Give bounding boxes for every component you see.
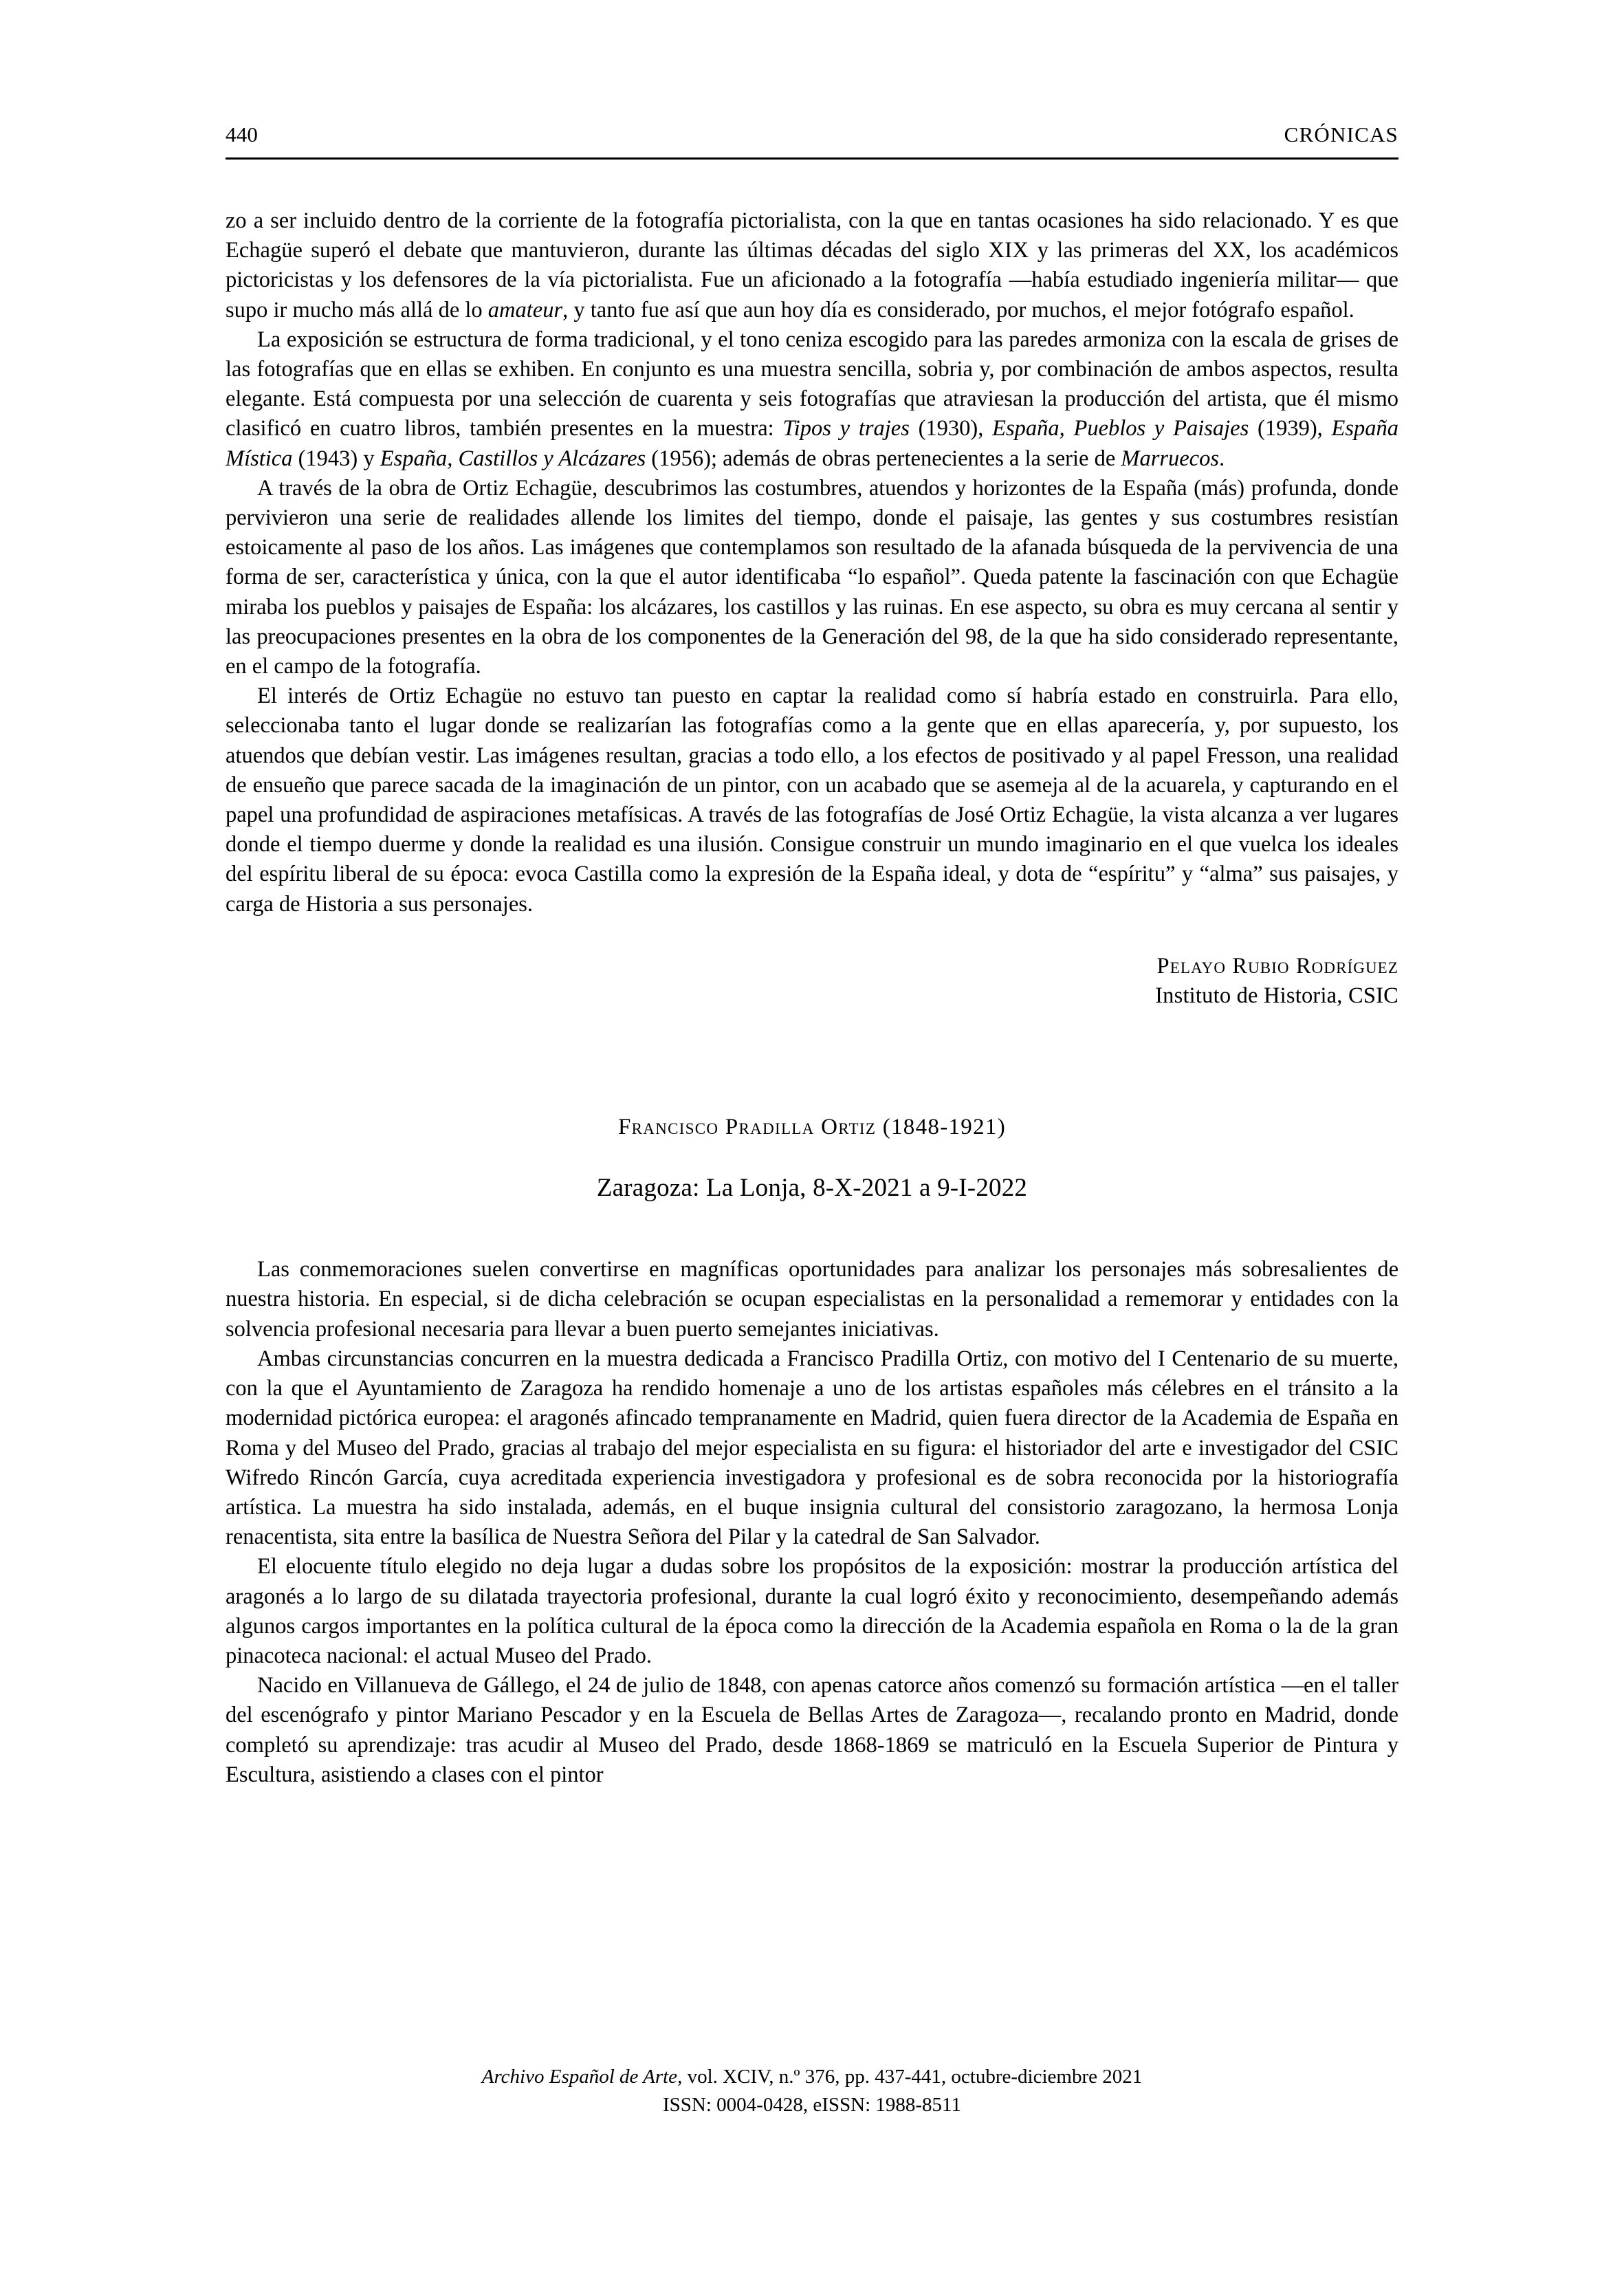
text-run: A través de la obra de Ortiz Echagüe, descubrimos las costumbres, atuendos y horizontes de la España (más) profunda, donde pervivieron una serie de realidades allende los limites del tiempo, donde el paisaje, las gentes y sus costumbres resistían estoicamente al paso de los años. Las imágenes que contemplamos son resultado de la afanada búsqueda de la pervivencia de una forma de ser, característica y única, con la que el autor identificaba “lo español”. Queda patente la fascinación con que Echagüe miraba los pueblos y paisajes de España: los alcázares, los castillos y las ruinas. En ese aspecto, su obra es muy cercana al sentir y las preocupaciones presentes en la obra de los componentes de la Generación del 98, de la que ha sido considerado representante, en el campo de la fotografía.	[226, 475, 1398, 679]
signature-author: Pelayo Rubio Rodríguez	[1156, 953, 1398, 979]
text-run: Tipos y trajes	[782, 416, 910, 441]
paragraph	[226, 206, 1398, 325]
signature-block	[226, 952, 1398, 1011]
paragraph	[226, 1344, 1398, 1552]
text-run: España, Pueblos y Paisajes	[992, 416, 1249, 441]
text-run: Ambas circunstancias concurren en la muestra dedicada a Francisco Pradilla Ortiz, con motivo del I Centenario de su muerte, con la que el Ayuntamiento de Zaragoza ha rendido homenaje a uno de los artistas españoles más célebres en el tránsito a la modernidad pictórica europea: el aragonés afincado tempranamente en Madrid, quien fuera director de la Academia de España en Roma y del Museo del Prado, gracias al trabajo del mejor especialista en su figura: el historiador del arte e investigador del CSIC Wifredo Rincón García, cuya acreditada experiencia investigadora y profesional es de sobra reconocida por la historiografía artística. La muestra ha sido instalada, además, en el buque insignia cultural del consistorio zaragozano, la hermosa Lonja renacentista, sita entre la basílica de Nuestra Señora del Pilar y la catedral de San Salvador.	[226, 1346, 1398, 1550]
article-two-subtitle: Zaragoza: La Lonja, 8-X-2021 a 9-I-2022	[596, 1174, 1028, 1203]
text-run: .	[1219, 446, 1225, 471]
paragraph	[226, 1552, 1398, 1671]
paragraph	[226, 681, 1398, 919]
signature-affiliation: Instituto de Historia, CSIC	[1155, 983, 1398, 1009]
text-run: XIX	[988, 238, 1029, 263]
paragraph	[226, 325, 1398, 474]
running-head-title: CRÓNICAS	[1284, 122, 1398, 146]
footer-citation-rest: , vol. XCIV, n.º 376, pp. 437-441, octubre-diciembre 2021	[677, 2066, 1143, 2088]
text-run: Marruecos	[1121, 446, 1220, 471]
text-run: El interés de Ortiz Echagüe no estuvo tan puesto en captar la realidad como sí habría estado en construirla. Para ello, seleccionaba tanto el lugar donde se realizarían las fotografías como a la gente que en ellas aparecería, y, por supuesto, los atuendos que debían vestir. Las imágenes resultan, gracias a todo ello, a los efectos de positivado y al papel Fresson, una realidad de ensueño que parece sacada de la imaginación de un pintor, con un acabado que se asemeja al de la acuarela, y capturando en el papel una profundidad de aspiraciones metafísicas. A través de las fotografías de José Ortiz Echagüe, la vista alcanza a ver lugares donde el tiempo duerme y donde la realidad es una ilusión. Consigue construir un mundo imaginario en el que vuelca los ideales del espíritu liberal de su época: evoca Castilla como la expresión de la España ideal, y dota de “espíritu” y “alma” sus paisajes, y carga de Historia a sus personajes.	[226, 684, 1398, 917]
text-run: (1943) y	[292, 446, 380, 471]
header-rule	[226, 157, 1398, 160]
article-two-body	[226, 1255, 1398, 1790]
text-run: zo a ser incluido dentro de la corriente de la fotografía pictorialista, con la que en tantas ocasiones ha sido relacionado. Y es que Echagüe superó el debate que mantuvieron, durante las últimas décadas del siglo	[226, 208, 1398, 263]
paragraph	[226, 1255, 1398, 1344]
text-run: (1956); además de obras pertenecientes a la serie de	[646, 446, 1121, 471]
text-run: , los académicos pictoricistas y los defensores de la vía pictorialista. Fue un aficionado a la fotografía —había estudiado ingeniería militar— que supo ir mucho más allá de lo	[226, 238, 1398, 322]
page-folio: 440	[226, 122, 259, 146]
article-two-heading-block	[226, 1113, 1398, 1204]
article-two-title: Francisco Pradilla Ortiz (1848-1921)	[617, 1115, 1006, 1140]
paragraph	[226, 474, 1398, 681]
text-run: España Mística	[226, 416, 1399, 471]
footer-issn-line: ISSN: 0004-0428, eISSN: 1988-8511	[663, 2094, 961, 2116]
text-run: España, Castillos y Alcázares	[380, 446, 646, 471]
text-run: y las primeras del	[1029, 238, 1213, 263]
text-run: Nacido en Villanueva de Gállego, el 24 de julio de 1848, con apenas catorce años comenzó su formación artística —en el taller del escenógrafo y pintor Mariano Pescador y en la Escuela de Bellas Artes de Zaragoza—, recalando pronto en Madrid, donde completó su aprendizaje: tras acudir al Museo del Prado, desde 1868-1869 se matriculó en la Escuela Superior de Pintura y Escultura, asistiendo a clases con el pintor	[226, 1673, 1398, 1787]
text-run: El elocuente título elegido no deja lugar a dudas sobre los propósitos de la exposición: mostrar la producción artística del aragonés a lo largo de su dilatada trayectoria profesional, durante la cual logró éxito y reconocimiento, desempeñando además algunos cargos importantes en la política cultural de la época como la dirección de la Academia española en Roma o la de la gran pinacoteca nacional: el actual Museo del Prado.	[226, 1554, 1398, 1668]
text-run: La exposición se estructura de forma tradicional, y el tono ceniza escogido para las paredes armoniza con la escala de grises de las fotografías que en ellas se exhiben. En conjunto es una muestra sencilla, sobria y, por combinación de ambos aspectos, resulta elegante. Está compuesta por una selección de cuarenta y seis fotografías que atraviesan la producción del artista, que él mismo clasificó en cuatro libros, también presentes en la muestra:	[226, 327, 1398, 441]
running-head	[226, 122, 1398, 147]
text-column	[226, 206, 1398, 1790]
paragraph	[226, 1671, 1398, 1790]
text-run: XX	[1212, 238, 1246, 263]
text-run: amateur	[487, 297, 563, 322]
page-footer	[226, 2063, 1398, 2119]
footer-journal-title: Archivo Español de Arte	[481, 2066, 678, 2088]
text-run: , y tanto fue así que aun hoy día es considerado, por muchos, el mejor fotógrafo español.	[562, 297, 1354, 322]
article-one-body	[226, 206, 1398, 919]
text-run: (1930),	[909, 416, 993, 441]
text-run: Las conmemoraciones suelen convertirse en magníficas oportunidades para analizar los personajes más sobresalientes de nuestra historia. En especial, si de dicha celebración se ocupan especialistas en la personalidad a rememorar y entidades con la solvencia profesional necesaria para llevar a buen puerto semejantes iniciativas.	[226, 1257, 1398, 1342]
footer-citation-line	[226, 2063, 1398, 2091]
text-run: (1939),	[1249, 416, 1332, 441]
